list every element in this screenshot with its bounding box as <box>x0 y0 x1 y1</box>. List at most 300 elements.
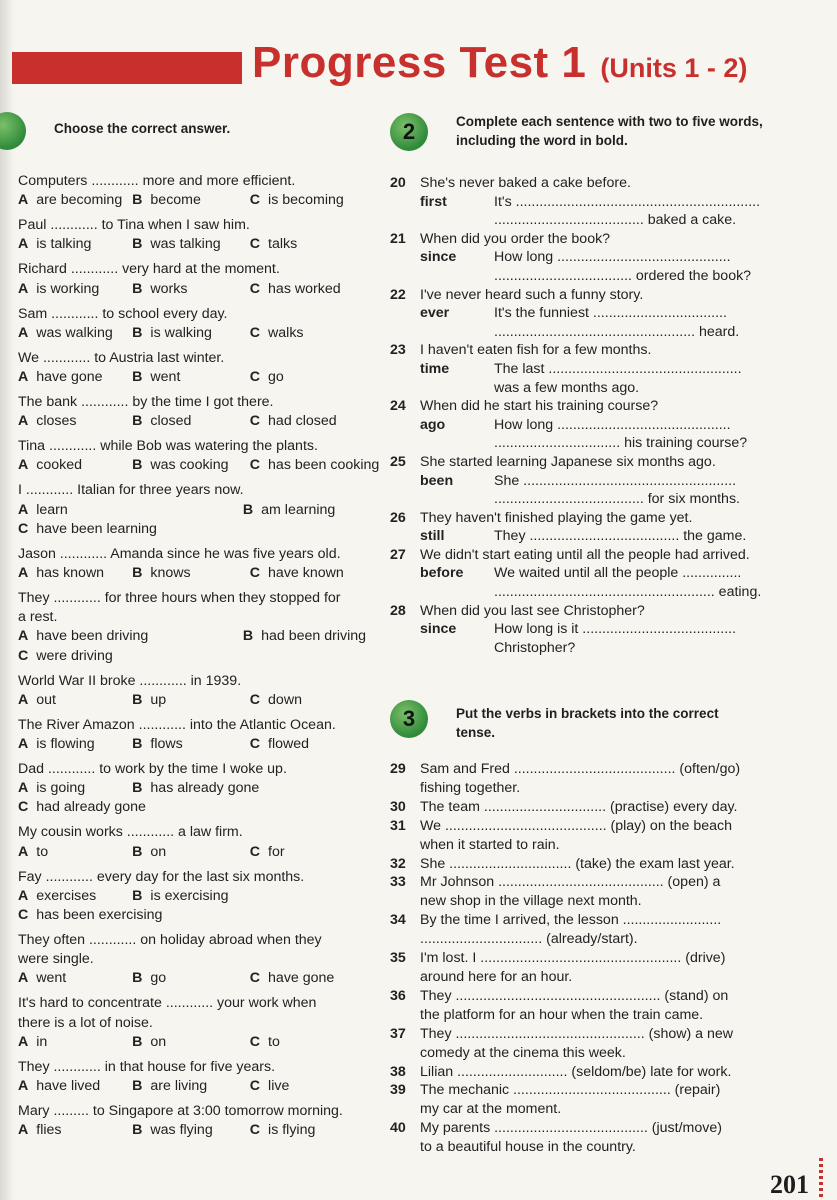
option-letter: B <box>242 628 254 645</box>
option-b[interactable] <box>132 779 260 798</box>
option-c[interactable] <box>250 735 364 754</box>
option-a[interactable] <box>18 191 132 210</box>
item-number: 34 <box>390 912 406 929</box>
option-letter: C <box>249 413 261 430</box>
option-c[interactable] <box>250 969 364 988</box>
answer-line-2[interactable]: ...................................... baked a cake. <box>494 212 737 229</box>
option-a[interactable] <box>18 887 132 906</box>
question-item <box>18 1058 364 1096</box>
option-a[interactable] <box>18 1121 132 1140</box>
answer-options <box>18 735 364 754</box>
item-line-1: The mechanic ........................................ (repair) <box>420 1082 721 1099</box>
option-letter: C <box>249 565 261 582</box>
option-c-text: is flying <box>268 1122 316 1139</box>
item-text[interactable] <box>420 1025 768 1063</box>
option-letter: B <box>132 1122 143 1139</box>
option-letter: A <box>18 457 29 474</box>
question-stem: I ............ Italian for three years now. <box>18 482 244 499</box>
question-stem: They ............ in that house for five years. <box>18 1058 276 1075</box>
option-c[interactable] <box>250 1121 364 1140</box>
option-c-text: were driving <box>36 647 113 664</box>
option-c[interactable] <box>18 906 364 925</box>
question-stem: It's hard to concentrate ............ your work when <box>18 995 317 1012</box>
answer-line-1[interactable]: How long ............................................ <box>494 249 731 266</box>
answer-options <box>18 324 364 343</box>
item-line-1: My parents ....................................... (just/move) <box>420 1120 722 1137</box>
item-number: 28 <box>390 602 406 619</box>
option-c-text: flowed <box>268 736 310 753</box>
tense-item <box>390 1119 768 1157</box>
option-c-text: is becoming <box>268 192 344 209</box>
option-b[interactable] <box>132 969 250 988</box>
answer-line-2[interactable]: ........................................................ eating. <box>494 584 762 601</box>
option-letter: B <box>242 501 254 518</box>
tense-item <box>390 855 768 874</box>
option-a[interactable] <box>18 969 132 988</box>
keyword: been <box>420 472 454 489</box>
option-c[interactable] <box>18 798 364 817</box>
option-c[interactable] <box>250 1033 364 1052</box>
option-letter: C <box>249 1122 261 1139</box>
option-b[interactable] <box>132 691 250 710</box>
tense-item <box>390 873 768 911</box>
item-sentence: When did you last see Christopher? <box>420 602 645 619</box>
option-c-text: have known <box>268 565 344 582</box>
option-b-text: went <box>150 369 181 386</box>
option-b-text: works <box>150 280 188 297</box>
option-b[interactable] <box>132 456 250 475</box>
keyword: time <box>420 360 450 377</box>
option-letter: C <box>18 907 29 924</box>
item-text[interactable] <box>420 760 768 798</box>
option-a[interactable] <box>18 627 243 646</box>
option-letter: B <box>132 780 143 797</box>
item-line-1: We ......................................... (play) on the beach <box>420 817 732 834</box>
option-letter: A <box>18 736 29 753</box>
question-item <box>18 393 364 431</box>
answer-options <box>18 1077 364 1096</box>
item-line-2: fishing together. <box>420 779 521 796</box>
question-stem: Richard ............ very hard at the moment. <box>18 261 280 278</box>
item-number: 29 <box>390 761 406 777</box>
option-letter: C <box>249 236 261 253</box>
option-letter: C <box>249 457 261 474</box>
page-edge-shadow <box>0 0 14 1200</box>
answer-options <box>18 1121 364 1140</box>
section-1-questions <box>18 172 380 1146</box>
option-a-text: is talking <box>36 236 92 253</box>
question-item <box>18 216 364 254</box>
option-c[interactable] <box>250 324 364 343</box>
section-1-instruction: Choose the correct answer. <box>54 121 231 136</box>
option-a-text: are becoming <box>36 192 123 209</box>
option-letter: C <box>249 970 261 987</box>
page-title <box>252 38 747 88</box>
option-a[interactable] <box>18 843 132 862</box>
option-letter: A <box>18 413 29 430</box>
question-stem: We ............ to Austria last winter. <box>18 349 225 366</box>
option-a[interactable] <box>18 368 132 387</box>
item-sentence: She started learning Japanese six months ago. <box>420 453 716 470</box>
answer-line-2[interactable]: ................................ his training course? <box>494 435 748 452</box>
option-letter: B <box>132 236 143 253</box>
option-a[interactable] <box>18 691 132 710</box>
item-number: 22 <box>390 286 406 303</box>
spacer <box>390 267 494 286</box>
option-b[interactable] <box>132 368 250 387</box>
option-c[interactable] <box>250 191 364 210</box>
page-dots <box>819 1158 823 1198</box>
transformation-item <box>390 341 768 397</box>
item-text[interactable] <box>420 1063 768 1082</box>
answer-line-1[interactable]: It's .............................................................. <box>494 193 761 210</box>
option-b[interactable] <box>132 735 250 754</box>
item-sentence: When did you order the book? <box>420 230 611 247</box>
option-letter: B <box>132 1033 143 1050</box>
item-sentence: When did he start his training course? <box>420 398 659 415</box>
question-item <box>18 172 364 210</box>
item-number: 39 <box>390 1082 406 1099</box>
option-a-text: closes <box>36 413 77 430</box>
option-a[interactable] <box>18 501 243 520</box>
answer-line-1[interactable]: How long ............................................ <box>494 416 731 433</box>
item-line-1: Lilian ............................ (seldom/be) late for work. <box>420 1063 732 1080</box>
option-a-text: have been driving <box>36 628 149 645</box>
answer-line-1[interactable]: They ...................................... the game. <box>494 528 747 545</box>
option-a-text: is going <box>36 780 86 797</box>
question-stem: The River Amazon ............ into the Atlantic Ocean. <box>18 716 336 733</box>
option-c-text: has worked <box>268 280 341 297</box>
option-letter: A <box>18 887 29 904</box>
section-3-badge: 3 <box>390 700 428 738</box>
item-line-2: when it started to rain. <box>420 836 560 853</box>
answer-options <box>18 627 367 665</box>
option-a-text: went <box>36 970 67 987</box>
item-text[interactable] <box>420 1119 768 1157</box>
item-text[interactable] <box>420 817 768 855</box>
question-item <box>18 260 364 298</box>
option-b[interactable] <box>132 280 250 299</box>
option-c-text: down <box>268 691 302 708</box>
question-item <box>18 437 380 475</box>
option-letter: A <box>18 1033 29 1050</box>
option-letter: A <box>18 324 29 341</box>
option-letter: C <box>18 647 29 664</box>
option-a-text: in <box>36 1033 48 1050</box>
transformation-item <box>390 546 768 602</box>
item-line-1: The team ............................... (practise) every day. <box>420 798 738 815</box>
tense-item <box>390 1063 768 1082</box>
option-b-text: flows <box>150 736 183 753</box>
transformation-item <box>390 397 768 453</box>
item-line-2: comedy at the cinema this week. <box>420 1044 626 1061</box>
question-stem-continued: there is a lot of noise. <box>18 1014 153 1031</box>
item-sentence: I haven't eaten fish for a few months. <box>420 342 652 359</box>
option-a[interactable] <box>18 280 132 299</box>
option-b[interactable] <box>132 191 250 210</box>
answer-options <box>18 280 364 299</box>
option-b[interactable] <box>242 627 367 646</box>
option-b[interactable] <box>132 1033 250 1052</box>
item-number: 21 <box>390 230 406 247</box>
option-a-text: out <box>36 691 56 708</box>
answer-line-2[interactable]: ................................... ordered the book? <box>494 267 752 284</box>
item-line-2: ............................... (already/start). <box>420 931 638 948</box>
question-stem-continued: a rest. <box>18 609 58 626</box>
answer-options <box>18 564 364 583</box>
option-b-text: on <box>150 1033 167 1050</box>
tense-item <box>390 1025 768 1063</box>
option-letter: B <box>132 192 143 209</box>
option-a[interactable] <box>18 324 132 343</box>
title-units: (Units 1 - 2) <box>600 53 748 83</box>
option-a-text: to <box>36 843 49 860</box>
question-stem: World War II broke ............ in 1939. <box>18 672 242 689</box>
item-text[interactable] <box>420 911 768 949</box>
item-text[interactable] <box>420 798 768 817</box>
option-a[interactable] <box>18 235 132 254</box>
item-line-1: She ............................... (take) the exam last year. <box>420 855 735 872</box>
option-letter: A <box>18 843 29 860</box>
item-number: 33 <box>390 874 406 891</box>
page-number: 201 <box>770 1170 809 1199</box>
option-letter: C <box>249 843 261 860</box>
question-item <box>18 716 364 754</box>
title-bar <box>12 52 242 84</box>
option-letter: B <box>132 691 143 708</box>
question-item <box>18 760 364 818</box>
option-letter: C <box>249 1078 261 1095</box>
keyword: before <box>420 565 464 582</box>
question-item <box>18 868 364 926</box>
item-text[interactable] <box>420 873 768 911</box>
option-letter: B <box>132 413 143 430</box>
answer-line-2[interactable]: Christopher? <box>494 639 576 656</box>
option-letter: C <box>249 736 261 753</box>
option-b[interactable] <box>132 843 250 862</box>
option-letter: C <box>249 369 261 386</box>
option-c[interactable] <box>249 456 380 475</box>
option-a-text: is working <box>36 280 100 297</box>
option-letter: B <box>132 369 143 386</box>
answer-options <box>18 969 364 988</box>
answer-options <box>18 235 364 254</box>
option-c[interactable] <box>250 843 364 862</box>
option-b[interactable] <box>132 412 250 431</box>
answer-line-1[interactable]: How long is it ....................................... <box>494 621 737 638</box>
option-b-text: on <box>150 843 167 860</box>
item-number: 37 <box>390 1025 406 1042</box>
spacer <box>390 639 494 658</box>
item-line-2: new shop in the village next month. <box>420 893 642 910</box>
item-line-2: to a beautiful house in the country. <box>420 1139 636 1156</box>
answer-line-2[interactable]: ...................................... for six months. <box>494 491 740 508</box>
option-c[interactable] <box>18 647 364 666</box>
option-b-text: am learning <box>261 501 336 518</box>
option-a-text: exercises <box>36 887 97 904</box>
option-b-text: up <box>150 691 167 708</box>
option-c[interactable] <box>18 520 364 539</box>
item-text[interactable] <box>420 1081 768 1119</box>
tense-item <box>390 817 768 855</box>
option-letter: A <box>18 780 29 797</box>
question-stem: Sam ............ to school every day. <box>18 305 228 322</box>
option-a[interactable] <box>18 779 132 798</box>
option-b[interactable] <box>132 1121 250 1140</box>
item-text[interactable] <box>420 949 768 987</box>
keyword: ever <box>420 305 450 322</box>
title-main: Progress Test 1 <box>252 38 587 87</box>
option-letter: C <box>249 1033 261 1050</box>
spacer <box>390 323 494 342</box>
option-b-text: was cooking <box>150 457 229 474</box>
option-letter: A <box>18 280 29 297</box>
option-c-text: to <box>268 1033 280 1050</box>
option-c-text: has been exercising <box>36 907 163 924</box>
item-sentence: She's never baked a cake before. <box>420 175 631 191</box>
option-b-text: has already gone <box>150 780 260 797</box>
option-b-text: knows <box>150 565 191 582</box>
option-b[interactable] <box>132 1077 250 1096</box>
question-stem: Fay ............ every day for the last six months. <box>18 868 305 885</box>
option-a[interactable] <box>18 1033 132 1052</box>
transformation-item <box>390 286 768 342</box>
option-c[interactable] <box>250 691 364 710</box>
option-b[interactable] <box>132 324 250 343</box>
item-text[interactable] <box>420 855 768 874</box>
answer-line-1[interactable]: It's the funniest .................................. <box>494 305 727 322</box>
answer-line-2[interactable]: ................................................... heard. <box>494 323 740 340</box>
option-a[interactable] <box>18 456 132 475</box>
item-number: 30 <box>390 798 406 815</box>
transformation-item <box>390 230 768 286</box>
option-c[interactable] <box>250 1077 364 1096</box>
option-a[interactable] <box>18 412 132 431</box>
option-c[interactable] <box>250 235 364 254</box>
item-number: 25 <box>390 453 406 470</box>
section-2-badge: 2 <box>390 113 428 151</box>
answer-options <box>18 887 364 925</box>
option-a-text: flies <box>36 1122 62 1139</box>
transformation-item <box>390 602 768 658</box>
option-c-text: had already gone <box>36 799 146 816</box>
spacer <box>390 379 494 398</box>
question-item <box>18 545 364 583</box>
option-c[interactable] <box>250 280 364 299</box>
question-stem: Mary ......... to Singapore at 3:00 tomorrow morning. <box>18 1103 343 1120</box>
keyword: since <box>420 249 457 266</box>
option-b-text: was talking <box>150 236 221 253</box>
option-b-text: closed <box>150 413 192 430</box>
option-letter: B <box>132 970 143 987</box>
item-number: 24 <box>390 398 406 415</box>
section-1-badge <box>0 112 26 150</box>
option-b[interactable] <box>132 887 250 906</box>
option-letter: B <box>132 1078 143 1095</box>
option-letter: B <box>132 457 143 474</box>
item-number: 23 <box>390 342 406 359</box>
option-c-text: had closed <box>268 413 337 430</box>
option-b[interactable] <box>243 501 357 520</box>
item-number: 32 <box>390 855 406 872</box>
spacer <box>390 211 494 230</box>
answer-options <box>18 412 364 431</box>
item-text[interactable] <box>420 987 768 1025</box>
item-line-2: my car at the moment. <box>420 1101 562 1118</box>
option-c-text: go <box>268 369 284 386</box>
item-number: 40 <box>390 1120 406 1137</box>
transformation-item <box>390 509 768 546</box>
option-c[interactable] <box>250 412 364 431</box>
option-c-text: live <box>268 1078 290 1095</box>
answer-line-2[interactable]: was a few months ago. <box>494 379 640 396</box>
option-c[interactable] <box>250 564 364 583</box>
option-a-text: have lived <box>36 1078 101 1095</box>
option-c[interactable] <box>250 368 364 387</box>
option-b-text: had been driving <box>261 628 367 645</box>
spacer <box>390 583 494 602</box>
option-b[interactable] <box>132 564 250 583</box>
transformation-item <box>390 453 768 509</box>
question-stem: They ............ for three hours when they stopped for <box>18 590 341 607</box>
option-letter: A <box>18 192 29 209</box>
question-stem: The bank ............ by the time I got there. <box>18 394 274 411</box>
option-a[interactable] <box>18 735 132 754</box>
question-item <box>18 823 364 861</box>
question-stem: My cousin works ............ a law firm. <box>18 824 243 841</box>
option-b-text: become <box>150 192 201 209</box>
answer-line-1[interactable]: She ...................................................... <box>494 472 737 489</box>
item-line-2: the platform for an hour when the train came. <box>420 1006 704 1023</box>
option-letter: C <box>249 691 261 708</box>
option-b[interactable] <box>132 235 250 254</box>
question-stem: Dad ............ to work by the time I woke up. <box>18 761 287 778</box>
option-a-text: is flowing <box>36 736 95 753</box>
option-a-text: was walking <box>36 324 113 341</box>
item-number: 26 <box>390 509 406 526</box>
item-sentence: I've never heard such a funny story. <box>420 286 644 303</box>
tense-item <box>390 760 768 798</box>
item-number: 36 <box>390 987 406 1004</box>
option-letter: B <box>132 843 143 860</box>
section-2-instruction: Complete each sentence with two to five words, including the word in bold. <box>456 114 763 148</box>
item-line-1: Sam and Fred ......................................... (often/go) <box>420 761 741 777</box>
answer-options <box>18 1033 364 1052</box>
item-number: 20 <box>390 175 406 191</box>
option-letter: B <box>132 736 143 753</box>
option-b-text: is exercising <box>150 887 229 904</box>
option-a[interactable] <box>18 1077 132 1096</box>
answer-line-1[interactable]: The last ................................................. <box>494 360 742 377</box>
answer-line-1[interactable]: We waited until all the people ............... <box>494 565 742 582</box>
question-stem-continued: were single. <box>18 951 94 968</box>
answer-options <box>18 368 364 387</box>
tense-item <box>390 798 768 817</box>
question-item <box>18 305 364 343</box>
option-letter: A <box>18 628 29 645</box>
question-stem: They often ............ on holiday abroad when they <box>18 932 322 949</box>
option-a[interactable] <box>18 564 132 583</box>
question-item <box>18 1102 364 1140</box>
answer-options <box>18 191 364 210</box>
section-3-instruction: Put the verbs in brackets into the correct tense. <box>456 706 719 740</box>
option-c-text: have been learning <box>36 520 157 537</box>
option-c-text: for <box>268 843 285 860</box>
transformation-item <box>390 174 768 230</box>
option-a-text: cooked <box>36 457 82 474</box>
option-letter: A <box>18 236 29 253</box>
answer-options <box>18 843 364 862</box>
